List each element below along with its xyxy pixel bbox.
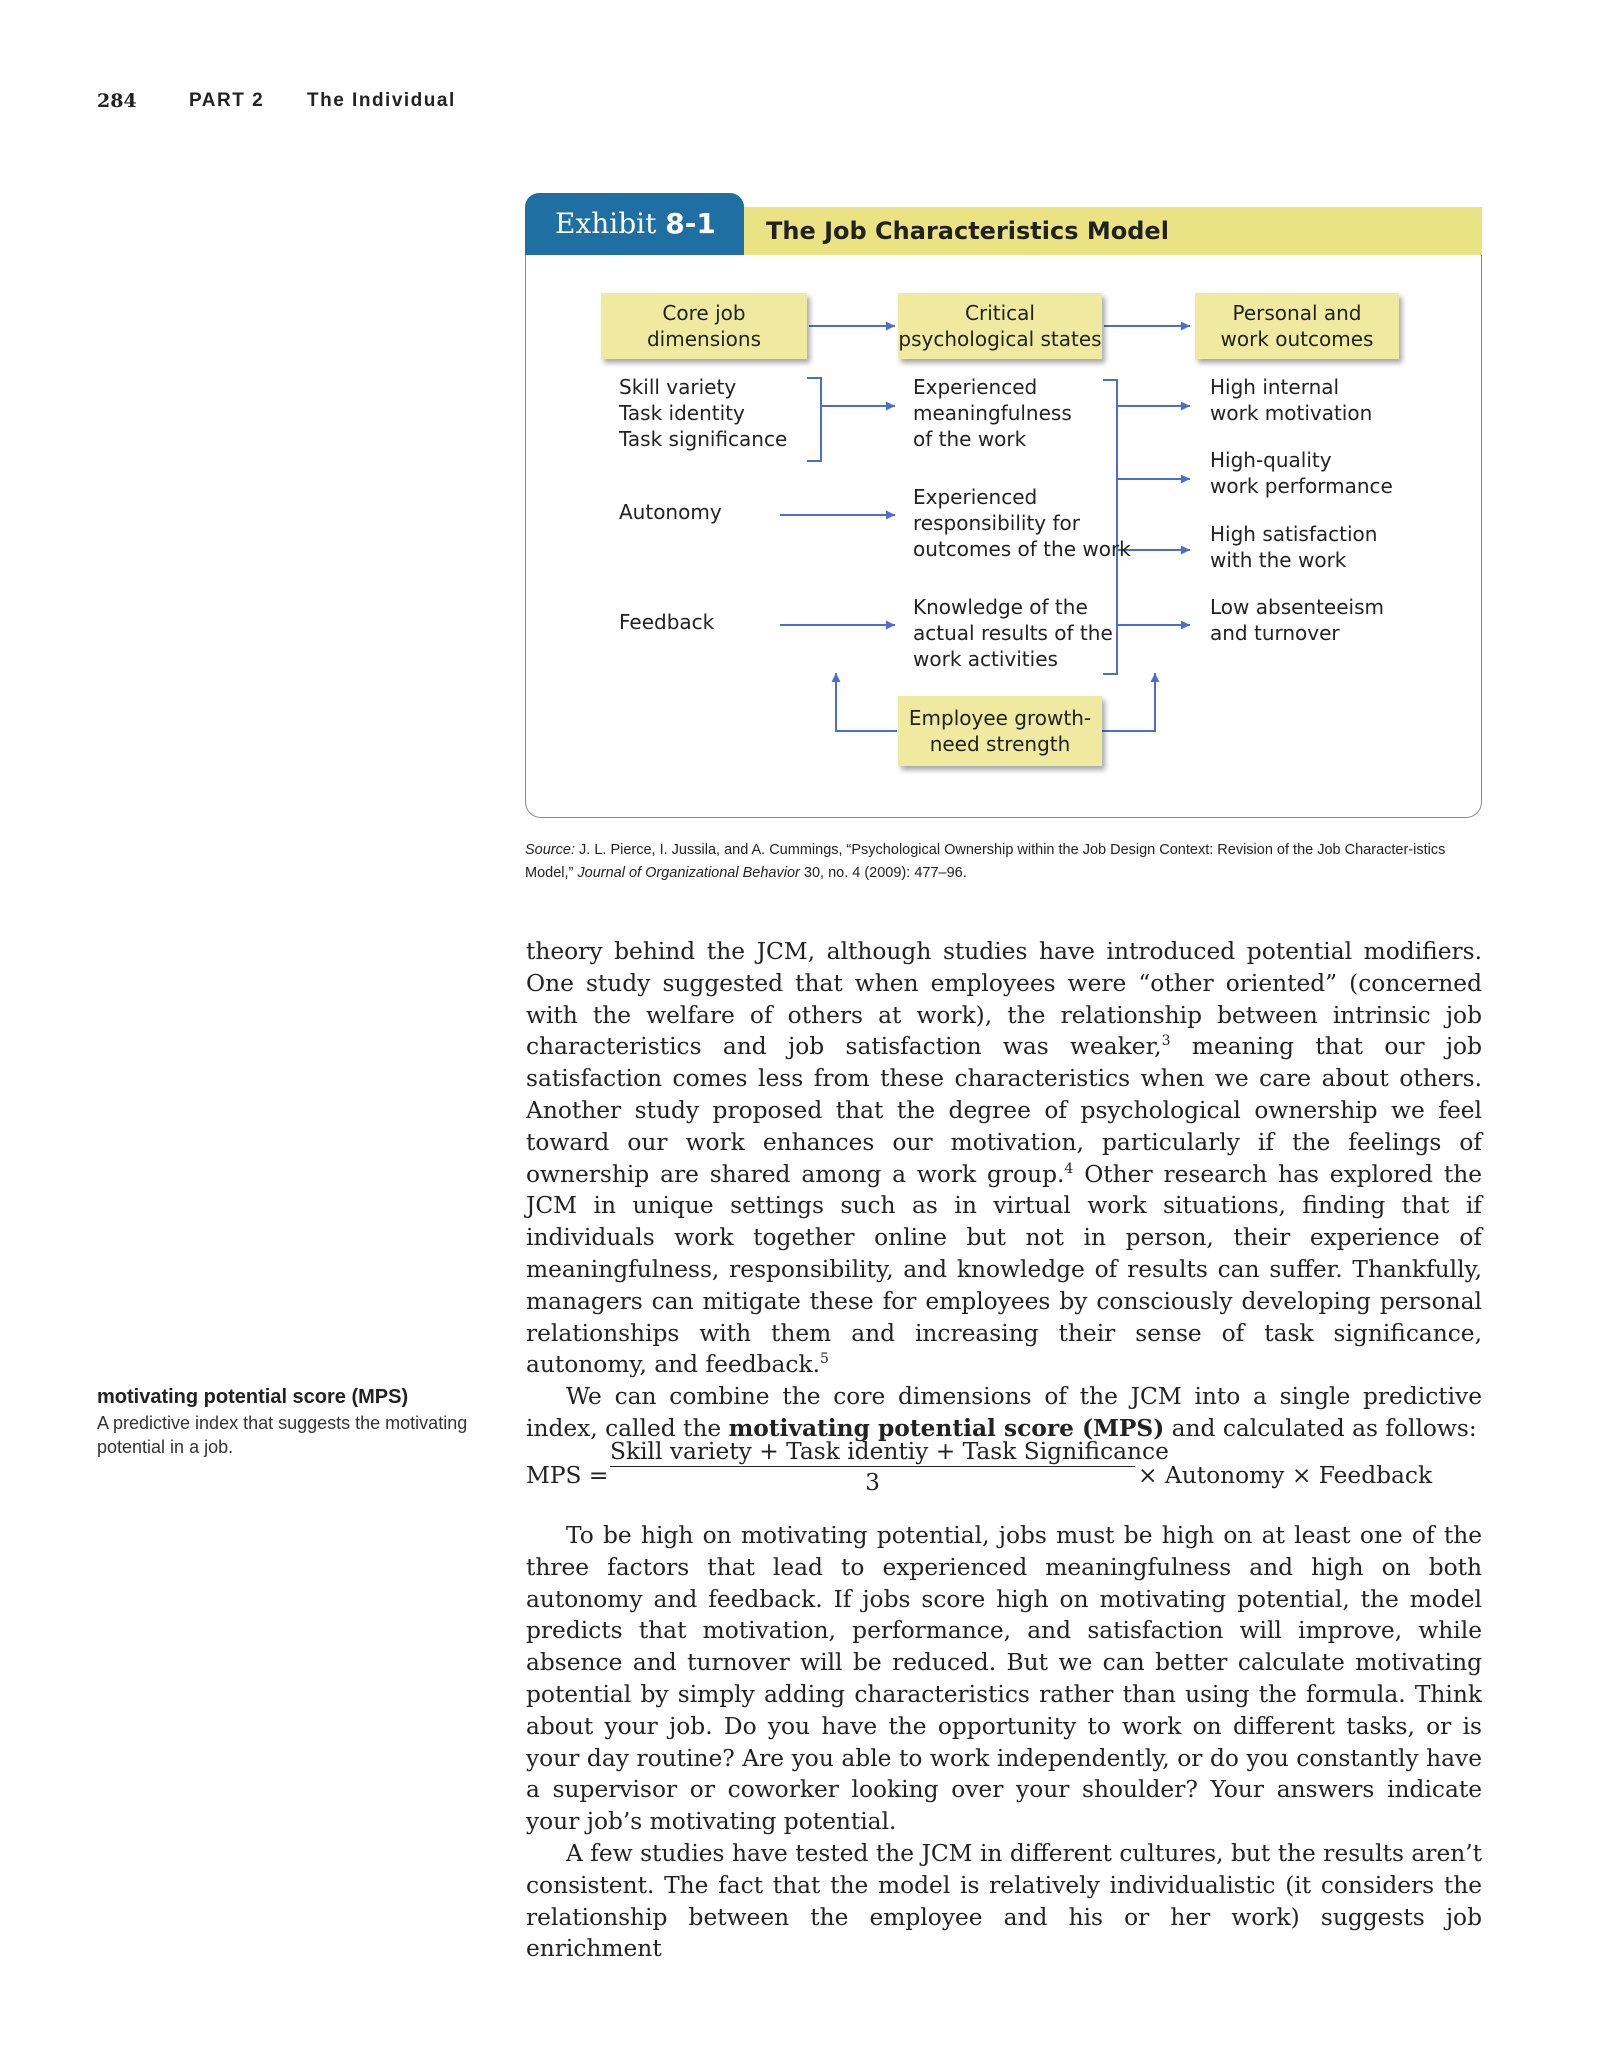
core-header-line2: dimensions [646,327,762,351]
moderator-line1: Employee growth- [908,706,1092,730]
formula-numerator: Skill variety + Task identiy + Task Significance [610,1438,1169,1465]
footnote-ref-4: 4 [1064,1160,1074,1177]
task-significance: Task significance [619,427,788,451]
column-header-core [601,293,807,359]
paragraph-2 [526,1381,1482,1445]
source-journal: Journal of Organizational Behavior [577,865,800,881]
p1-text-c: Other research has explored the JCM in unique settings such as in virtual work situations, finding that if individuals work together online but not in person, their experience of meaningfulness, responsibility, and knowledge of results can suffer. Thankfully, managers can mitigate these for employees by consciously developing personal relationships with them and increasing their sense of task significance, autonomy, and feedback. [526,1160,1482,1379]
formula-fraction [610,1438,1169,1496]
source-text-1: J. L. Pierce, I. Jussila, and A. Cummings, “Psychological Ownership within the Job Design Context: Revision of the Job Character-istics Model,” [525,842,1446,881]
outcomes-header-line2: work outcomes [1220,327,1374,351]
bracket-core-group [807,378,821,461]
responsibility-line1: Experienced [913,485,1038,509]
p2-text-a: We can combine the core dimensions of the JCM into a single predictive index, called the [526,1383,1482,1442]
motivation-line1: High internal [1210,375,1340,399]
p1-text-b: meaning that our job satisfaction comes less from these characteristics when we care about others. Another study proposed that the degree of psychological ownership we feel toward our work enhances our motivation, particularly if the feelings of ownership are shared among a work group. [526,1033,1483,1188]
absenteeism-line1: Low absenteeism [1210,595,1385,619]
page-number: 284 [97,90,137,112]
source-text-2: 30, no. 4 (2009): 477–96. [799,865,967,881]
formula-denominator: 3 [865,1469,880,1496]
states-header-line2: psychological states [898,327,1102,351]
p1-text-a: theory behind the JCM, although studies have introduced potential modifiers. One study suggested that when employees were “other oriented” (concerned with the welfare of others at work), the relationship between intrinsic job characteristics and job satisfaction was weaker, [526,938,1482,1061]
responsibility-line3: outcomes of the work [913,537,1131,561]
part-title: The Individual [307,90,456,111]
margin-term: motivating potential score (MPS) [97,1386,409,1408]
p2-text-b: and calculated as follows: [1164,1414,1477,1442]
exhibit-title: The Job Characteristics Model [766,217,1169,245]
core-header-line1: Core job [662,301,746,325]
knowledge-line1: Knowledge of the [913,595,1088,619]
performance-line1: High-quality [1210,448,1332,472]
moderator-line2: need strength [929,732,1071,756]
column-header-outcomes [1195,293,1399,359]
state-responsibility [913,484,1131,562]
task-identity: Task identity [619,401,745,425]
body-text-upper [526,936,1482,1445]
mps-formula [526,1438,1482,1508]
state-knowledge [913,594,1113,672]
outcomes-header-line1: Personal and [1232,301,1362,325]
formula-lhs: MPS = [526,1462,609,1489]
satisfaction-line2: with the work [1210,548,1347,572]
margin-definition [97,1383,487,1459]
performance-line2: work performance [1210,474,1393,498]
column-header-states [898,293,1102,359]
responsibility-line2: responsibility for [913,511,1080,535]
outcome-performance [1210,447,1393,499]
margin-definition-text: A predictive index that suggests the motivating potential in a job. [97,1413,468,1457]
absenteeism-line2: and turnover [1210,621,1340,645]
outcome-absenteeism [1210,594,1384,646]
footnote-ref-5: 5 [819,1351,829,1368]
footnote-ref-3: 3 [1161,1033,1171,1050]
meaningfulness-line2: meaningfulness [913,401,1072,425]
meaningfulness-line3: of the work [913,427,1027,451]
jcm-diagram [525,193,1482,818]
core-dimensions-group [619,374,787,452]
exhibit-source [525,839,1485,885]
paragraph-1 [526,936,1482,1381]
paragraph-4: A few studies have tested the JCM in different cultures, but the results aren’t consistent. The fact that the model is relatively individualistic (it considers the relationship between the employee and his or her work) suggests job enrichment [526,1839,1482,1963]
states-header-line1: Critical [965,301,1035,325]
arrow-moderator-right [1102,673,1155,731]
source-label: Source: [525,842,575,858]
body-text-lower [526,1520,1482,1965]
exhibit-label-number: 8-1 [665,207,716,240]
paragraph-3: To be high on motivating potential, jobs must be high on at least one of the three factors that lead to experienced meaningfulness and high on both autonomy and feedback. If jobs score high on motivating potential, the model predicts that motivation, performance, and satisfaction will improve, while absence and turnover will be reduced. But we can better calculate motivating potential by simply adding characteristics rather than using the formula. Think about your job. Do you have the opportunity to work on different tasks, or is your day routine? Are you able to work independently, or do you constantly have a supervisor or coworker looking over your shoulder? Your answers indicate your job’s motivating potential. [526,1522,1482,1836]
outcome-motivation [1210,374,1372,426]
exhibit-label-prefix: Exhibit [555,207,657,240]
arrow-moderator-left [836,673,897,731]
p2-key-term: motivating potential score (MPS) [728,1414,1165,1442]
skill-variety: Skill variety [619,375,737,399]
exhibit-8-1 [525,193,1482,818]
state-meaningfulness [913,374,1072,452]
part-label: PART 2 [189,90,265,111]
outcome-satisfaction [1210,521,1377,573]
moderator-growth-need [898,696,1102,766]
meaningfulness-line1: Experienced [913,375,1038,399]
feedback: Feedback [619,610,715,634]
knowledge-line2: actual results of the [913,621,1113,645]
knowledge-line3: work activities [913,647,1058,671]
formula-rhs: × Autonomy × Feedback [1138,1462,1433,1489]
motivation-line2: work motivation [1210,401,1373,425]
autonomy: Autonomy [619,500,722,524]
satisfaction-line1: High satisfaction [1210,522,1378,546]
